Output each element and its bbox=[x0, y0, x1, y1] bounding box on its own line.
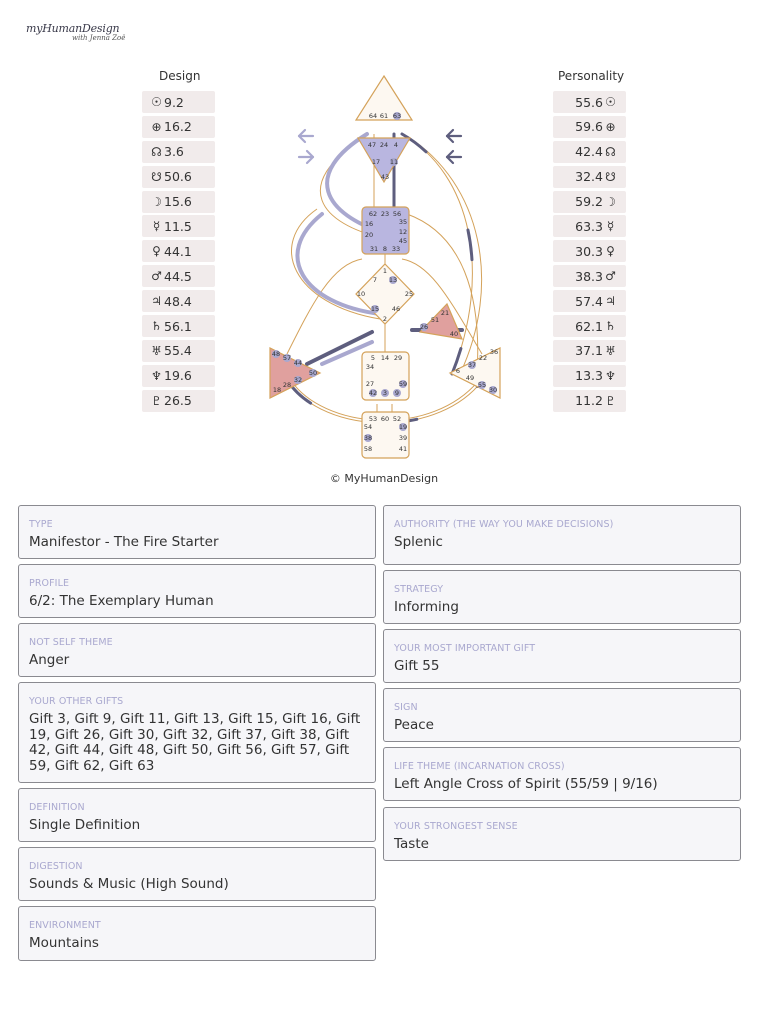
gate-label: 49 bbox=[465, 374, 475, 382]
north-node-icon: ☊ bbox=[605, 144, 616, 159]
design-value: 3.6 bbox=[164, 144, 184, 160]
card-value: 6/2: The Exemplary Human bbox=[29, 593, 214, 609]
design-column-title: Design bbox=[159, 69, 201, 83]
neptune-icon: ♆ bbox=[151, 368, 162, 383]
copyright-text: © MyHumanDesign bbox=[329, 472, 439, 485]
venus-icon: ♀ bbox=[152, 244, 161, 259]
saturn-icon: ♄ bbox=[605, 319, 616, 334]
card-label: NOT SELF THEME bbox=[29, 637, 113, 648]
gate-label: 18 bbox=[272, 386, 282, 394]
personality-value: 63.3 bbox=[575, 218, 603, 234]
logo-line-2: with Jenna Zoë bbox=[72, 34, 126, 42]
gate-label: 31 bbox=[369, 245, 379, 253]
personality-value: 59.6 bbox=[575, 119, 603, 135]
design-value: 15.6 bbox=[164, 194, 192, 210]
mars-icon: ♂ bbox=[605, 269, 616, 284]
gate-label: 50 bbox=[308, 369, 318, 377]
gate-label: 1 bbox=[382, 267, 388, 275]
venus-icon: ♀ bbox=[606, 244, 615, 259]
card-label: DIGESTION bbox=[29, 861, 83, 872]
mercury-icon: ☿ bbox=[152, 219, 161, 234]
gate-label: 19 bbox=[398, 423, 408, 431]
gate-label: 32 bbox=[293, 376, 303, 384]
sun-icon: ☉ bbox=[605, 95, 616, 109]
gate-label: 37 bbox=[467, 361, 477, 369]
authority-card[interactable] bbox=[383, 505, 741, 565]
personality-value: 11.2 bbox=[575, 393, 603, 409]
gate-label: 52 bbox=[392, 415, 402, 423]
personality-planet-list bbox=[553, 91, 626, 415]
uranus-icon: ♅ bbox=[605, 343, 616, 358]
gate-label: 55 bbox=[477, 381, 487, 389]
design-row-earth bbox=[142, 116, 215, 138]
personality-row-uranus bbox=[553, 340, 626, 362]
design-value: 19.6 bbox=[164, 368, 192, 384]
important-gift-card[interactable] bbox=[383, 629, 741, 683]
moon-icon: ☽ bbox=[151, 194, 162, 209]
personality-row-mercury bbox=[553, 215, 626, 237]
digestion-card[interactable] bbox=[18, 847, 376, 901]
design-row-mercury bbox=[142, 215, 215, 237]
gate-label: 56 bbox=[392, 210, 402, 218]
gate-label: 53 bbox=[368, 415, 378, 423]
card-label: PROFILE bbox=[29, 578, 70, 589]
gate-label: 3 bbox=[382, 389, 388, 397]
design-value: 55.4 bbox=[164, 343, 192, 359]
gate-label: 4 bbox=[393, 141, 399, 149]
gate-label: 26 bbox=[419, 323, 429, 331]
other-gifts-card[interactable] bbox=[18, 682, 376, 783]
design-value: 9.2 bbox=[164, 94, 184, 110]
design-value: 56.1 bbox=[164, 318, 192, 334]
environment-card[interactable] bbox=[18, 906, 376, 961]
gate-label: 40 bbox=[449, 330, 459, 338]
card-value: Gift 55 bbox=[394, 658, 440, 674]
gate-label: 5 bbox=[370, 354, 376, 362]
gate-label: 17 bbox=[371, 158, 381, 166]
not-self-theme-card[interactable] bbox=[18, 623, 376, 677]
gate-label: 59 bbox=[398, 380, 408, 388]
gate-label: 54 bbox=[363, 423, 373, 431]
personality-row-earth bbox=[553, 116, 626, 138]
personality-row-mars bbox=[553, 265, 626, 287]
gate-label: 44 bbox=[293, 359, 303, 367]
north-node-icon: ☊ bbox=[151, 144, 162, 159]
design-row-jupiter bbox=[142, 290, 215, 312]
neptune-icon: ♆ bbox=[605, 368, 616, 383]
earth-icon: ⊕ bbox=[151, 119, 162, 134]
gate-label: 8 bbox=[382, 245, 388, 253]
design-value: 44.1 bbox=[164, 243, 192, 259]
design-row-north-node bbox=[142, 141, 215, 163]
gate-label: 6 bbox=[455, 367, 461, 375]
design-value: 11.5 bbox=[164, 218, 192, 234]
gate-label: 63 bbox=[392, 112, 402, 120]
gate-label: 33 bbox=[391, 245, 401, 253]
gate-label: 34 bbox=[365, 363, 375, 371]
gate-label: 41 bbox=[398, 445, 408, 453]
card-label: SIGN bbox=[394, 702, 418, 713]
gate-label: 30 bbox=[488, 386, 498, 394]
strategy-card[interactable] bbox=[383, 570, 741, 624]
personality-value: 37.1 bbox=[575, 343, 603, 359]
gate-label: 25 bbox=[404, 290, 414, 298]
mars-icon: ♂ bbox=[151, 269, 162, 284]
card-label: ENVIRONMENT bbox=[29, 920, 101, 931]
design-row-saturn bbox=[142, 315, 215, 337]
gate-label: 16 bbox=[364, 220, 374, 228]
gate-label: 22 bbox=[478, 354, 488, 362]
personality-row-south-node bbox=[553, 166, 626, 188]
personality-row-neptune bbox=[553, 365, 626, 387]
card-label: TYPE bbox=[29, 519, 53, 530]
personality-row-venus bbox=[553, 240, 626, 262]
gate-label: 28 bbox=[282, 381, 292, 389]
card-value: Peace bbox=[394, 717, 434, 733]
design-row-uranus bbox=[142, 340, 215, 362]
life-theme-card[interactable] bbox=[383, 747, 741, 801]
definition-card[interactable] bbox=[18, 788, 376, 842]
design-row-pluto bbox=[142, 390, 215, 412]
card-label: STRATEGY bbox=[394, 584, 444, 595]
brand-logo bbox=[26, 22, 136, 48]
design-value: 50.6 bbox=[164, 169, 192, 185]
card-label: YOUR MOST IMPORTANT GIFT bbox=[394, 643, 536, 654]
design-row-south-node bbox=[142, 166, 215, 188]
personality-value: 38.3 bbox=[575, 268, 603, 284]
personality-value: 13.3 bbox=[575, 368, 603, 384]
logo-line-1: myHumanDesign bbox=[26, 22, 120, 35]
pluto-icon: ♇ bbox=[605, 393, 616, 408]
gate-label: 42 bbox=[368, 389, 378, 397]
card-value: Sounds & Music (High Sound) bbox=[29, 876, 229, 892]
gate-label: 46 bbox=[391, 305, 401, 313]
card-value: Informing bbox=[394, 599, 459, 615]
personality-row-sun bbox=[553, 91, 626, 113]
design-value: 44.5 bbox=[164, 268, 192, 284]
strongest-sense-card[interactable] bbox=[383, 807, 741, 861]
gate-label: 10 bbox=[356, 290, 366, 298]
gate-label: 51 bbox=[430, 316, 440, 324]
gate-label: 45 bbox=[398, 237, 408, 245]
south-node-icon: ☋ bbox=[605, 169, 616, 184]
gate-label: 21 bbox=[440, 309, 450, 317]
south-node-icon: ☋ bbox=[151, 169, 162, 184]
type-card[interactable] bbox=[18, 505, 376, 559]
personality-row-north-node bbox=[553, 141, 626, 163]
design-row-venus bbox=[142, 240, 215, 262]
gate-label: 60 bbox=[380, 415, 390, 423]
gate-label: 48 bbox=[271, 350, 281, 358]
sign-card[interactable] bbox=[383, 688, 741, 742]
personality-row-moon bbox=[553, 191, 626, 213]
design-row-moon bbox=[142, 191, 215, 213]
mercury-icon: ☿ bbox=[606, 219, 615, 234]
gate-label: 35 bbox=[398, 218, 408, 226]
gate-label: 9 bbox=[394, 389, 400, 397]
card-value: Manifestor - The Fire Starter bbox=[29, 534, 219, 550]
personality-value: 57.4 bbox=[575, 293, 603, 309]
gate-label: 29 bbox=[393, 354, 403, 362]
card-label: AUTHORITY (THE WAY YOU MAKE DECISIONS) bbox=[394, 519, 614, 530]
card-label: YOUR STRONGEST SENSE bbox=[394, 821, 518, 832]
card-value: Splenic bbox=[394, 534, 443, 550]
personality-value: 59.2 bbox=[575, 194, 603, 210]
gate-label: 57 bbox=[282, 354, 292, 362]
personality-value: 32.4 bbox=[575, 169, 603, 185]
moon-icon: ☽ bbox=[605, 194, 616, 209]
jupiter-icon: ♃ bbox=[151, 294, 162, 309]
gate-label: 15 bbox=[370, 305, 380, 313]
personality-value: 62.1 bbox=[575, 318, 603, 334]
personality-value: 42.4 bbox=[575, 144, 603, 160]
design-value: 48.4 bbox=[164, 293, 192, 309]
design-row-mars bbox=[142, 265, 215, 287]
card-value: Taste bbox=[394, 836, 429, 852]
saturn-icon: ♄ bbox=[151, 319, 162, 334]
gate-label: 62 bbox=[368, 210, 378, 218]
personality-column-title: Personality bbox=[558, 69, 625, 83]
gate-label: 43 bbox=[380, 173, 390, 181]
sun-icon: ☉ bbox=[151, 95, 162, 109]
gate-label: 13 bbox=[388, 276, 398, 284]
bodygraph-chart bbox=[262, 74, 507, 464]
personality-value: 55.6 bbox=[575, 94, 603, 110]
gate-label: 27 bbox=[365, 380, 375, 388]
gate-label: 12 bbox=[398, 228, 408, 236]
design-value: 26.5 bbox=[164, 393, 192, 409]
gate-label: 64 bbox=[368, 112, 378, 120]
personality-row-saturn bbox=[553, 315, 626, 337]
gate-label: 38 bbox=[363, 434, 373, 442]
design-row-neptune bbox=[142, 365, 215, 387]
personality-row-jupiter bbox=[553, 290, 626, 312]
design-planet-list bbox=[142, 91, 215, 415]
design-row-sun bbox=[142, 91, 215, 113]
card-value: Mountains bbox=[29, 935, 99, 951]
card-value: Single Definition bbox=[29, 817, 141, 833]
card-value: Left Angle Cross of Spirit (55/59 | 9/16) bbox=[394, 776, 658, 792]
card-label: DEFINITION bbox=[29, 802, 85, 813]
jupiter-icon: ♃ bbox=[605, 294, 616, 309]
gate-label: 58 bbox=[363, 445, 373, 453]
gate-label: 23 bbox=[380, 210, 390, 218]
gate-label: 47 bbox=[367, 141, 377, 149]
gate-label: 14 bbox=[380, 354, 390, 362]
card-label: YOUR OTHER GIFTS bbox=[29, 696, 124, 707]
gate-label: 61 bbox=[379, 112, 389, 120]
design-value: 16.2 bbox=[164, 119, 192, 135]
card-label: LIFE THEME (INCARNATION CROSS) bbox=[394, 761, 565, 772]
gate-label: 11 bbox=[389, 158, 399, 166]
personality-value: 30.3 bbox=[575, 243, 603, 259]
gate-label: 7 bbox=[372, 276, 378, 284]
gate-label: 20 bbox=[364, 231, 374, 239]
card-value: Gift 3, Gift 9, Gift 11, Gift 13, Gift 15, Gift 16, Gift 19, Gift 26, Gift 30, Gift 32, Gift 37, Gift 38, Gift 42, Gift 44, Gift 48, Gift 50, Gift 56, Gift 57, Gift 59, Gift 62, Gift 63 bbox=[29, 711, 361, 774]
gate-label: 2 bbox=[382, 315, 388, 323]
card-value: Anger bbox=[29, 652, 70, 668]
gate-label: 36 bbox=[489, 348, 499, 356]
earth-icon: ⊕ bbox=[605, 119, 616, 134]
personality-row-pluto bbox=[553, 390, 626, 412]
profile-card[interactable] bbox=[18, 564, 376, 618]
gate-label: 39 bbox=[398, 434, 408, 442]
uranus-icon: ♅ bbox=[151, 343, 162, 358]
gate-label: 24 bbox=[379, 141, 389, 149]
pluto-icon: ♇ bbox=[151, 393, 162, 408]
